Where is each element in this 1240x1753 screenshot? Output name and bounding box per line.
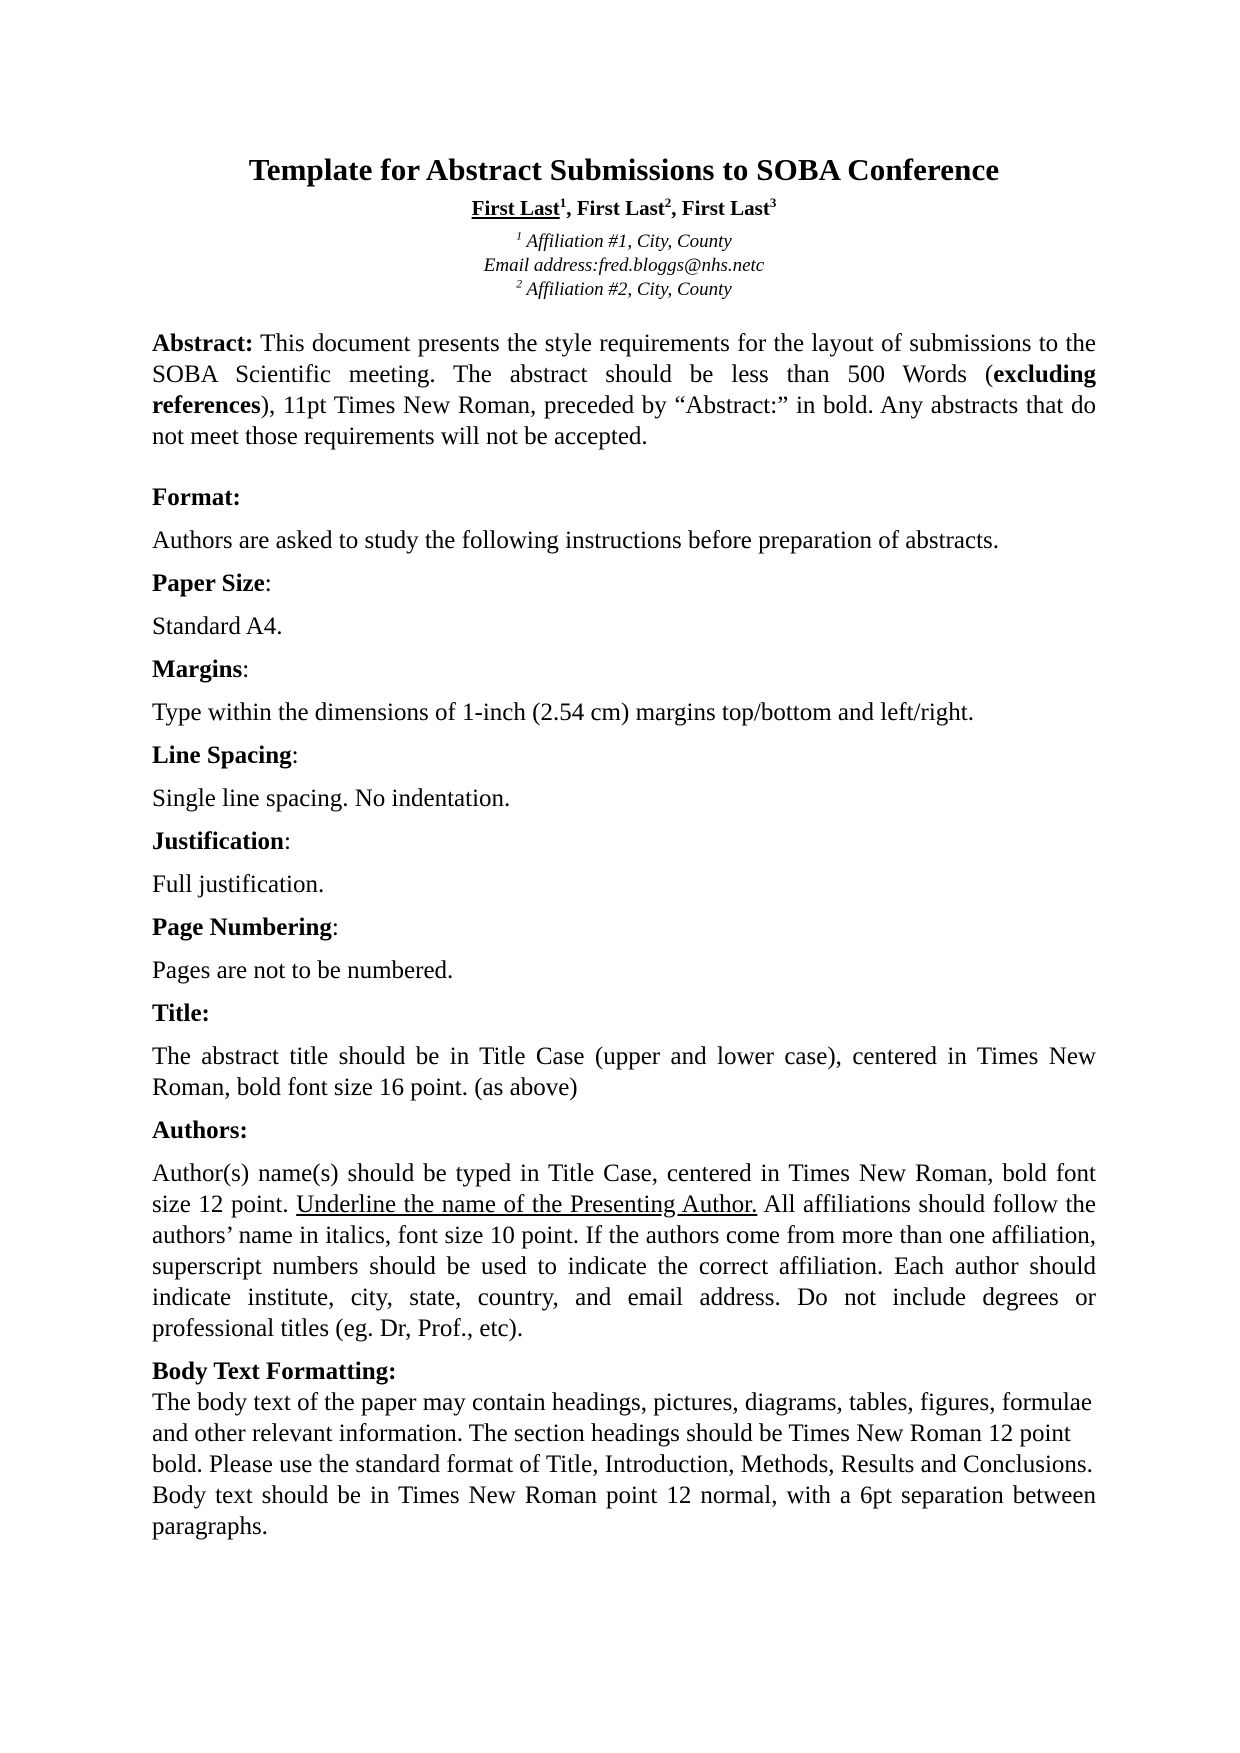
authors-text: Author(s) name(s) should be typed in Title Case, centered in Times New Roman, bold font size 12 point. <box>152 1160 1096 1218</box>
affiliation-text: Affiliation #1, City, County <box>522 231 732 252</box>
section-heading-body-text-formatting: Body Text Formatting: <box>152 1358 397 1385</box>
author-separator: , <box>671 196 682 220</box>
authors-underlined-text: Underline the name of the Presenting Author. <box>296 1191 758 1218</box>
section-text-format: Authors are asked to study the following instructions before preparation of abstracts. <box>152 527 999 554</box>
section-text-justification: Full justification. <box>152 871 325 898</box>
heading-label: Line Spacing <box>152 742 292 769</box>
author-name: First Last <box>576 196 665 220</box>
section-text-authors <box>152 1158 1096 1344</box>
heading-label: Justification <box>152 828 284 855</box>
heading-colon: : <box>242 656 250 683</box>
affiliation-superscript: 2 <box>516 276 523 291</box>
heading-colon: : <box>283 828 291 855</box>
author-presenting <box>472 196 577 220</box>
author-name: First Last <box>681 196 770 220</box>
section-heading-title: Title: <box>152 1000 210 1027</box>
heading-colon: : <box>331 914 339 941</box>
author-separator: , <box>566 196 577 220</box>
section-heading-margins <box>152 654 1096 685</box>
affiliation-line <box>152 278 1096 302</box>
abstract-paragraph <box>152 328 1096 452</box>
author <box>577 196 682 220</box>
heading-label: Page Numbering <box>152 914 332 941</box>
section-text-paper-size: Standard A4. <box>152 613 283 640</box>
section-text-title: The abstract title should be in Title Case (upper and lower case), centered in Times New Roman, bold font size 16 point. (as above) <box>152 1043 1096 1101</box>
section-text-margins: Type within the dimensions of 1-inch (2.54 cm) margins top/bottom and left/right. <box>152 699 974 726</box>
section-heading-paper-size <box>152 568 1096 599</box>
heading-colon: : <box>264 570 272 597</box>
affiliation-text: Affiliation #2, City, County <box>522 279 732 300</box>
document-content <box>152 150 1096 1542</box>
section-text-body-formatting-2: Body text should be in Times New Roman point 12 normal, with a 6pt separation between paragraphs. <box>152 1482 1096 1540</box>
heading-label: Margins <box>152 656 243 683</box>
abstract-emphasis: excluding references <box>152 361 1096 419</box>
affiliation-superscript: 1 <box>516 228 523 243</box>
section-heading-line-spacing <box>152 740 1096 771</box>
abstract-text: ), 11pt Times New Roman, preceded by “Abstract:” in bold. Any abstracts that do not meet those requirements will not be accepted. <box>152 392 1096 450</box>
authors-text: All affiliations should follow the authors’ name in italics, font size 10 point. If the authors come from more than one affiliation, superscript numbers should be used to indicate the correct affiliation. Each author should indicate institute, city, state, country, and email address. Do not include degrees or professional titles (eg. Dr, Prof., etc). <box>152 1191 1096 1342</box>
document-title: Template for Abstract Submissions to SOBA Conference <box>248 152 1000 187</box>
section-text-page-numbering: Pages are not to be numbered. <box>152 957 454 984</box>
section-heading-format: Format: <box>152 484 241 511</box>
abstract-text: This document presents the style requirements for the layout of submissions to the SOBA Scientific meeting. The abstract should be less than 500 Words ( <box>152 330 1096 388</box>
section-heading-authors: Authors: <box>152 1117 248 1144</box>
abstract-label: Abstract: <box>152 330 254 357</box>
author-superscript: 2 <box>664 195 672 210</box>
author <box>682 196 777 220</box>
section-text-body-formatting: The body text of the paper may contain headings, pictures, diagrams, tables, figures, formulae and other relevant information. The section headings should be Times New Roman 12 point bold. Please use the standard format of Title, Introduction, Methods, Results and Conclusions. <box>152 1389 1093 1478</box>
author-name: First Last <box>471 196 560 220</box>
section-text-line-spacing: Single line spacing. No indentation. <box>152 785 511 812</box>
heading-colon: : <box>291 742 299 769</box>
affiliation-line <box>152 230 1096 254</box>
author-superscript: 1 <box>559 195 567 210</box>
email-address: Email address:fred.bloggs@nhs.netc <box>483 255 765 276</box>
author-superscript: 3 <box>769 195 777 210</box>
section-heading-page-numbering <box>152 912 1096 943</box>
section-heading-justification <box>152 826 1096 857</box>
heading-label: Paper Size <box>152 570 265 597</box>
author-list <box>152 194 1096 222</box>
affiliations-block <box>152 230 1096 302</box>
